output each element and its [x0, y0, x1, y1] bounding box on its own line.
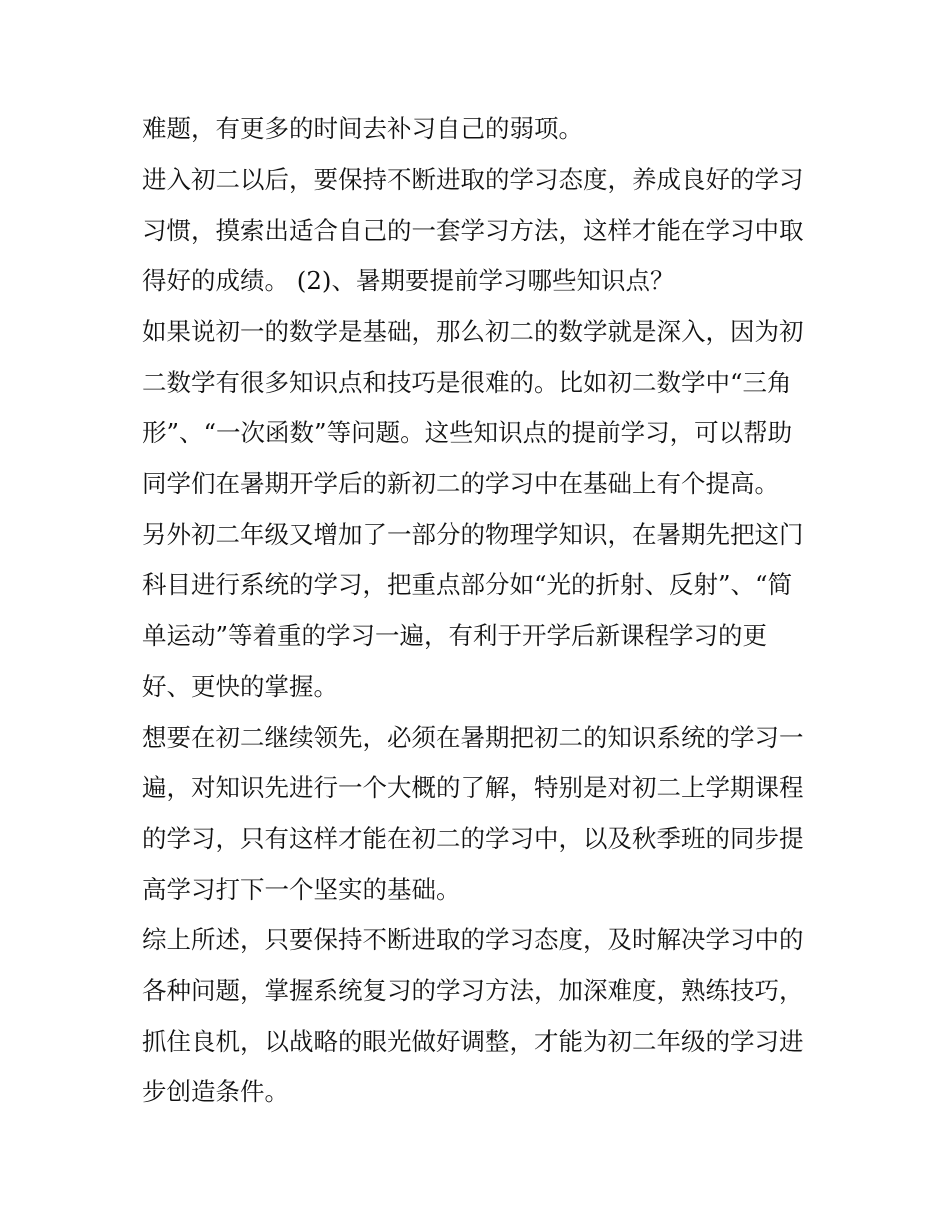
text-line: 的学习，只有这样才能在初二的学习中，以及秋季班的同步提 — [142, 824, 804, 853]
text-line: 二数学有很多知识点和技巧是很难的。比如初二数学中“三角 — [142, 368, 792, 397]
text-line: 进入初二以后，要保持不断进取的学习态度，养成良好的学习 — [142, 165, 804, 194]
text-line: 形”、“一次函数”等问题。这些知识点的提前学习，可以帮助 — [142, 418, 793, 447]
text-line: 综上所述，只要保持不断进取的学习态度，及时解决学习中的 — [142, 925, 804, 954]
text-line: 得好的成绩。 (2)、暑期要提前学习哪些知识点？ — [142, 266, 675, 295]
text-line: 单运动”等着重的学习一遍，有利于开学后新课程学习的更 — [142, 621, 768, 650]
text-line: 各种问题，掌握系统复习的学习方法，加深难度，熟练技巧， — [142, 976, 804, 1005]
text-line: 习惯，摸索出适合自己的一套学习方法，这样才能在学习中取 — [142, 216, 804, 245]
text-line: 另外初二年级又增加了一部分的物理学知识，在暑期先把这门 — [142, 520, 804, 549]
text-line: 同学们在暑期开学后的新初二的学习中在基础上有个提高。 — [142, 469, 779, 498]
text-line: 步创造条件。 — [142, 1077, 289, 1106]
text-line: 如果说初一的数学是基础，那么初二的数学就是深入，因为初 — [142, 317, 804, 346]
text-line: 抓住良机，以战略的眼光做好调整，才能为初二年级的学习进 — [142, 1027, 804, 1056]
text-line: 想要在初二继续领先，必须在暑期把初二的知识系统的学习一 — [142, 723, 804, 752]
text-line: 高学习打下一个坚实的基础。 — [142, 875, 461, 904]
text-line: 遍，对知识先进行一个大概的了解，特别是对初二上学期课程 — [142, 773, 804, 802]
text-line: 好、更快的掌握。 — [142, 672, 338, 701]
text-line: 难题，有更多的时间去补习自己的弱项。 — [142, 114, 583, 143]
text-line: 科目进行系统的学习，把重点部分如“光的折射、反射”、“简 — [142, 570, 793, 599]
